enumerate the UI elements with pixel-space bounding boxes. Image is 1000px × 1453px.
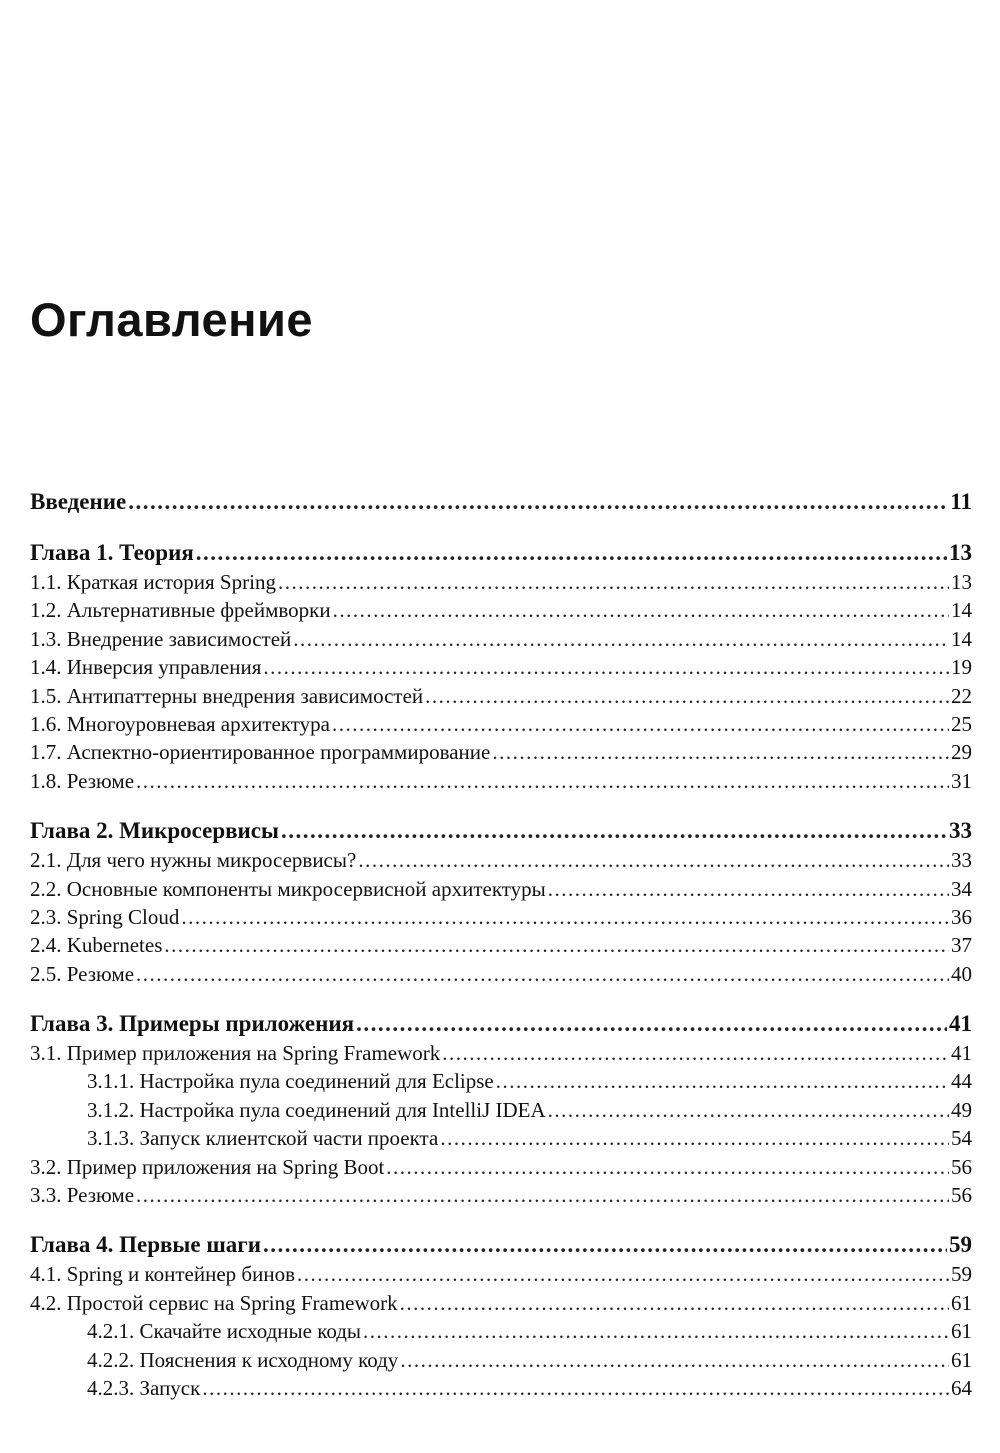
toc-section-entry [30,1260,972,1288]
toc-section-entry [30,931,972,959]
toc-entry-title: 2.4. Kubernetes [30,933,163,958]
toc-dot-leader [278,568,949,596]
toc-section-entry [30,596,972,624]
toc-section-entry [30,568,972,596]
toc-entry-title: 3.1.1. Настройка пула соединений для Eclipse [87,1069,494,1094]
toc-chapter-entry [30,487,972,517]
toc-page-number: 14 [951,598,972,623]
toc-chapter-entry [30,1009,972,1039]
page-title: Оглавление [30,293,314,346]
toc-entry-title: Глава 1. Теория [30,540,194,565]
toc-page-number: 44 [951,1069,972,1094]
toc-entry-title: 2.5. Резюме [30,961,135,986]
toc-dot-leader [358,846,949,874]
toc-subsection-entry [30,1374,972,1402]
toc-section-entry [30,1039,972,1067]
toc-entry-title: 1.5. Антипаттерны внедрения зависимостей [30,683,424,708]
toc-dot-leader [263,653,949,681]
toc-entry-title: 4.2. Простой сервис на Spring Framework [30,1290,398,1315]
toc-section-entry [30,960,972,988]
toc-entry-title: 1.2. Альтернативные фреймворки [30,598,331,623]
toc-page-number: 61 [951,1319,972,1344]
toc-dot-leader [332,710,949,738]
toc-page-number: 40 [951,961,972,986]
table-of-contents [30,487,972,1402]
toc-entry-title: 1.4. Инверсия управления [30,655,262,680]
toc-section-entry [30,1181,972,1209]
toc-subsection-entry [30,1317,972,1345]
toc-page-number: 13 [951,570,972,594]
toc-page-number: 19 [951,655,972,680]
toc-page-number: 41 [949,1011,972,1037]
toc-entry-title: Глава 2. Микросервисы [30,818,279,844]
toc-dot-leader [136,767,949,795]
toc-section-entry [30,1153,972,1181]
toc-page-number: 49 [951,1097,972,1122]
toc-dot-leader [164,931,949,959]
toc-page-number: 64 [951,1375,972,1400]
toc-page-number: 36 [951,904,972,929]
toc-entry-title: 1.7. Аспектно-ориентированное программирование [30,740,491,765]
toc-entry-title: Глава 3. Примеры приложения [30,1011,355,1037]
toc-chapter-entry [30,816,972,846]
toc-page-number: 61 [951,1347,972,1372]
toc-dot-leader [496,1067,949,1095]
toc-dot-leader [333,596,949,624]
toc-subsection-entry [30,1067,972,1095]
toc-entry-title: Глава 4. Первые шаги [30,1232,261,1258]
toc-page-number: 56 [951,1183,972,1208]
toc-page-number: 33 [951,848,972,873]
toc-entry-title: 1.6. Многоуровневая архитектура [30,711,330,736]
toc-dot-leader [263,1230,947,1260]
toc-section-entry [30,1289,972,1317]
toc-section-entry [30,738,972,766]
toc-subsection-entry [30,1096,972,1124]
toc-entry-title: 2.1. Для чего нужны микросервисы? [30,848,357,873]
toc-section-entry [30,767,972,795]
toc-page-number: 13 [949,540,972,565]
toc-dot-leader [386,1153,949,1181]
toc-page-number: 56 [951,1154,972,1179]
toc-section-entry [30,875,972,903]
toc-dot-leader [128,487,948,517]
toc-page-number: 59 [951,1262,972,1287]
toc-page-number: 59 [949,1232,972,1258]
toc-dot-leader [425,682,949,710]
toc-entry-title: 3.1.3. Запуск клиентской части проекта [87,1126,439,1151]
toc-entry-title: 3.3. Резюме [30,1183,135,1208]
toc-entry-title: 1.3. Внедрение зависимостей [30,626,292,651]
toc-dot-leader [356,1009,947,1039]
toc-page-number: 14 [951,626,972,651]
toc-page-number: 11 [950,489,972,514]
toc-dot-leader [440,1124,949,1152]
toc-page-number: 41 [951,1041,972,1066]
toc-page-number: 61 [951,1290,972,1315]
toc-dot-leader [196,538,947,568]
toc-dot-leader [548,875,949,903]
toc-entry-title: 2.3. Spring Cloud [30,904,180,929]
toc-subsection-entry [30,1346,972,1374]
toc-entry-title: Введение [30,489,127,514]
toc-entry-title: 4.2.3. Запуск [87,1375,201,1400]
toc-page-number: 22 [951,683,972,708]
toc-section-entry [30,653,972,681]
toc-dot-leader [297,1260,949,1288]
toc-dot-leader [281,816,947,846]
toc-chapter-entry [30,538,972,568]
toc-dot-leader [363,1317,949,1345]
toc-dot-leader [181,903,949,931]
toc-page-number: 31 [951,768,972,793]
toc-dot-leader [548,1096,949,1124]
toc-page-number: 29 [951,740,972,765]
toc-section-entry [30,682,972,710]
toc-page-number: 37 [951,933,972,958]
toc-section-entry [30,625,972,653]
toc-page-number: 54 [951,1126,972,1151]
toc-dot-leader [400,1346,949,1374]
toc-page-number: 33 [949,818,972,844]
toc-dot-leader [442,1039,949,1067]
toc-entry-title: 4.2.2. Пояснения к исходному коду [87,1347,399,1372]
toc-entry-title: 1.8. Резюме [30,768,135,793]
toc-subsection-entry [30,1124,972,1152]
toc-page-number: 25 [951,711,972,736]
toc-dot-leader [492,738,949,766]
toc-dot-leader [136,1181,949,1209]
toc-entry-title: 3.2. Пример приложения на Spring Boot [30,1154,385,1179]
toc-section-entry [30,710,972,738]
toc-dot-leader [293,625,949,653]
toc-entry-title: 4.2.1. Скачайте исходные коды [87,1319,362,1344]
toc-dot-leader [136,960,949,988]
toc-entry-title: 2.2. Основные компоненты микросервисной архитектуры [30,876,546,901]
toc-entry-title: 3.1. Пример приложения на Spring Framework [30,1041,441,1066]
toc-chapter-entry [30,1230,972,1260]
toc-section-entry [30,903,972,931]
toc-entry-title: 4.1. Spring и контейнер бинов [30,1262,295,1287]
toc-dot-leader [202,1374,949,1402]
toc-dot-leader [400,1289,949,1317]
toc-entry-title: 1.1. Краткая история Spring [30,570,276,594]
toc-section-entry [30,846,972,874]
toc-page-number: 34 [951,876,972,901]
toc-entry-title: 3.1.2. Настройка пула соединений для IntelliJ IDEA [87,1097,546,1122]
